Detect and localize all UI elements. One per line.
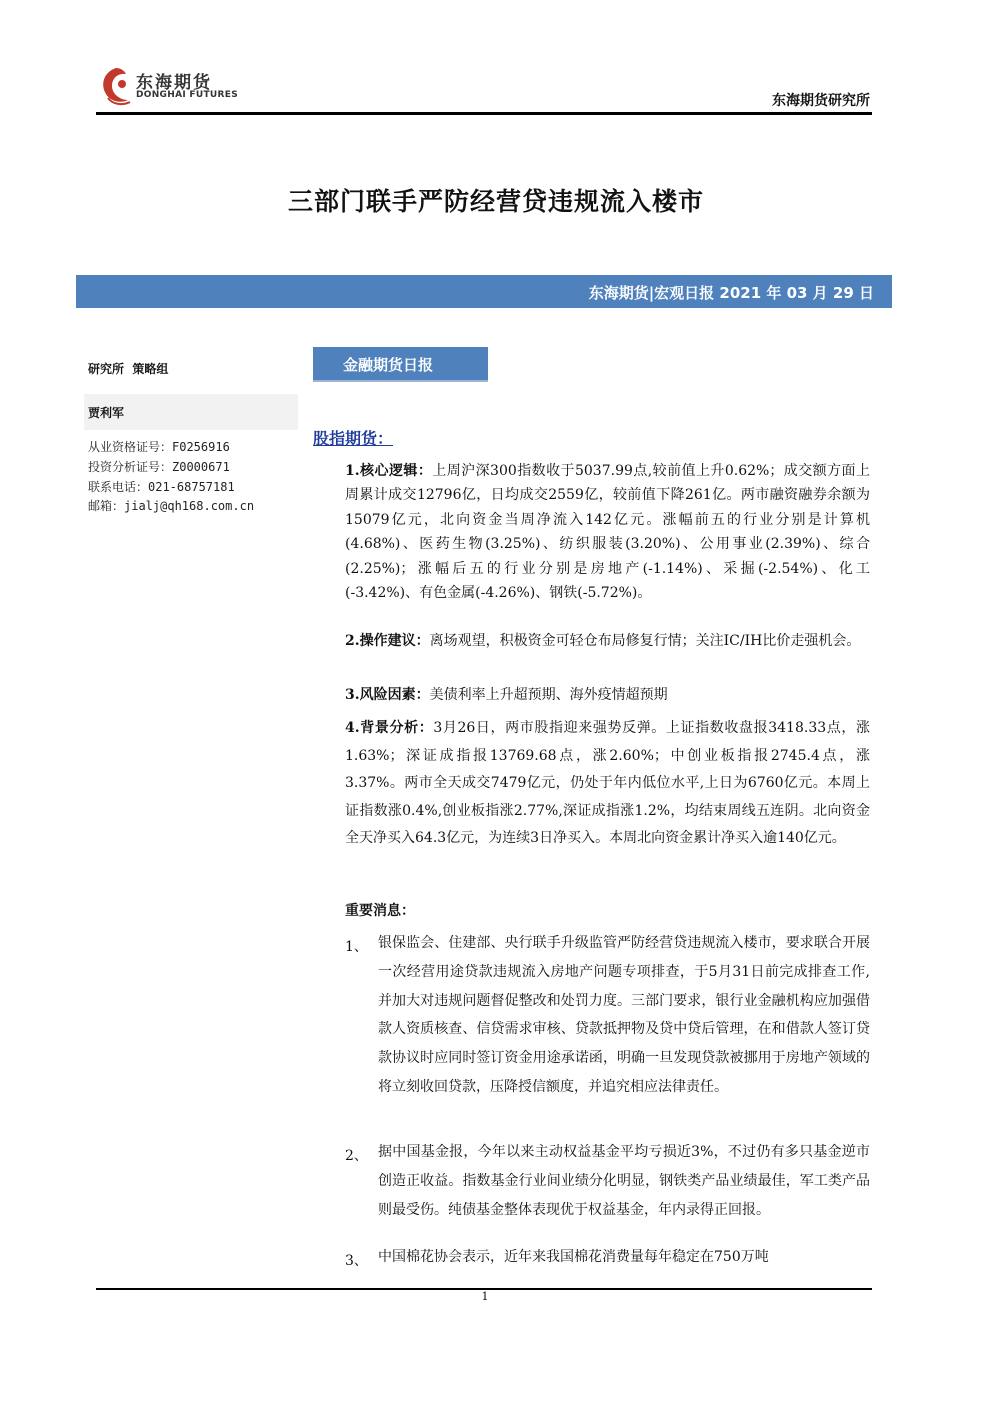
page-number: 1 bbox=[481, 1290, 489, 1303]
report-banner bbox=[76, 275, 892, 308]
sub-heading: 股指期货： bbox=[313, 429, 394, 448]
logo-text-en: DONGHAI FUTURES bbox=[136, 90, 238, 100]
news-item: 银保监会、住建部、央行联手升级监管严防经营贷违规流入楼市，要求联合开展一次经营用途贷款违规流入房地产问题专项排查，于5月31日前完成排查工作,并加大对违规问题督促整改和处罚力度。三部门要求，银行业金融机构应加强借款人资质核查、信贷需求审核、贷款抵押物及贷中贷后管理，在和借款人签订贷款协议时应同时签订资金用途承诺函，明确一旦发现贷款被挪用于房地产领域的将立刻收回贷款，压降授信额度，并追究相应法律责任。 bbox=[378, 935, 870, 1095]
sidebar-license: 从业资格证号：F0256916 bbox=[88, 440, 230, 454]
news-number: 3、 bbox=[345, 1253, 368, 1269]
logo-text-cn: 东海期货 bbox=[136, 73, 212, 93]
sidebar-phone: 联系电话：021-68757181 bbox=[88, 480, 235, 494]
point-operation bbox=[345, 629, 870, 653]
point-background bbox=[345, 715, 870, 853]
point-label: 3.风险因素： bbox=[345, 687, 430, 703]
point-text: 离场观望，积极资金可轻仓布局修复行情；关注IC/IH比价走强机会。 bbox=[429, 633, 861, 649]
news-heading: 重要消息： bbox=[345, 903, 415, 919]
point-text: 3月26日，两市股指迎来强势反弹。上证指数收盘报3418.33点，涨1.63%；深证成指报13769.68点，涨2.60%；中创业板指报2745.4点，涨3.37%。两市全天成交7479亿元，仍处于年内低位水平,上日为6760亿元。本周上证指数涨0.4%,创业板指涨2.77%,深证成指涨1.2%，均结束周线五连阴。北向资金全天净买入64.3亿元，为连续3日净买入。本周北向资金累计净买入逾140亿元。 bbox=[345, 720, 870, 846]
news-item: 中国棉花协会表示，近年来我国棉花消费量每年稳定在750万吨 bbox=[378, 1249, 769, 1265]
company-logo bbox=[98, 64, 238, 110]
news-number: 1、 bbox=[345, 939, 368, 955]
header-rule bbox=[96, 112, 872, 115]
point-text: 美债利率上升超预期、海外疫情超预期 bbox=[429, 687, 668, 703]
section-tag bbox=[313, 347, 488, 382]
point-core-logic bbox=[345, 459, 870, 605]
logo-emblem-icon bbox=[98, 64, 134, 108]
point-label: 4.背景分析： bbox=[345, 720, 434, 736]
point-label: 2.操作建议： bbox=[345, 633, 430, 649]
point-risk bbox=[345, 683, 870, 707]
sidebar-name-box bbox=[84, 394, 298, 430]
sidebar-dept: 研究所 策略组 bbox=[88, 362, 169, 376]
news-item: 据中国基金报，今年以来主动权益基金平均亏损近3%，不过仍有多只基金逆市创造正收益。指数基金行业间业绩分化明显，钢铁类产品业绩最佳，军工类产品则最受伤。纯债基金整体表现优于权益基金，年内录得正回报。 bbox=[378, 1144, 870, 1218]
sidebar-author-name: 贾利军 bbox=[88, 406, 125, 420]
page-title: 三部门联手严防经营贷违规流入楼市 bbox=[287, 187, 704, 216]
sidebar-analyst-license: 投资分析证号：Z0000671 bbox=[88, 460, 230, 474]
banner-text: 东海期货|宏观日报 2021 年 03 月 29 日 bbox=[588, 284, 874, 302]
sidebar-email: 邮箱：jialj@qh168.com.cn bbox=[88, 499, 255, 513]
point-label: 1.核心逻辑： bbox=[345, 463, 433, 479]
header-institute: 东海期货研究所 bbox=[772, 93, 870, 109]
section-tag-label: 金融期货日报 bbox=[343, 356, 434, 374]
news-number: 2、 bbox=[345, 1148, 368, 1164]
point-text: 上周沪深300指数收于5037.99点,较前值上升0.62%；成交额方面上周累计成交12796亿，日均成交2559亿，较前值下降261亿。两市融资融券余额为15079亿元，北向资金当周净流入142亿元。涨幅前五的行业分别是计算机(4.68%)、医药生物(3.25%)、纺织服装(3.20%)、公用事业(2.39%)、综合(2.25%)；涨幅后五的行业分别是房地产(-1.14%)、采掘(-2.54%)、化工(-3.42%)、有色金属(-4.26%)、钢铁(-5.72%)。 bbox=[345, 463, 870, 602]
